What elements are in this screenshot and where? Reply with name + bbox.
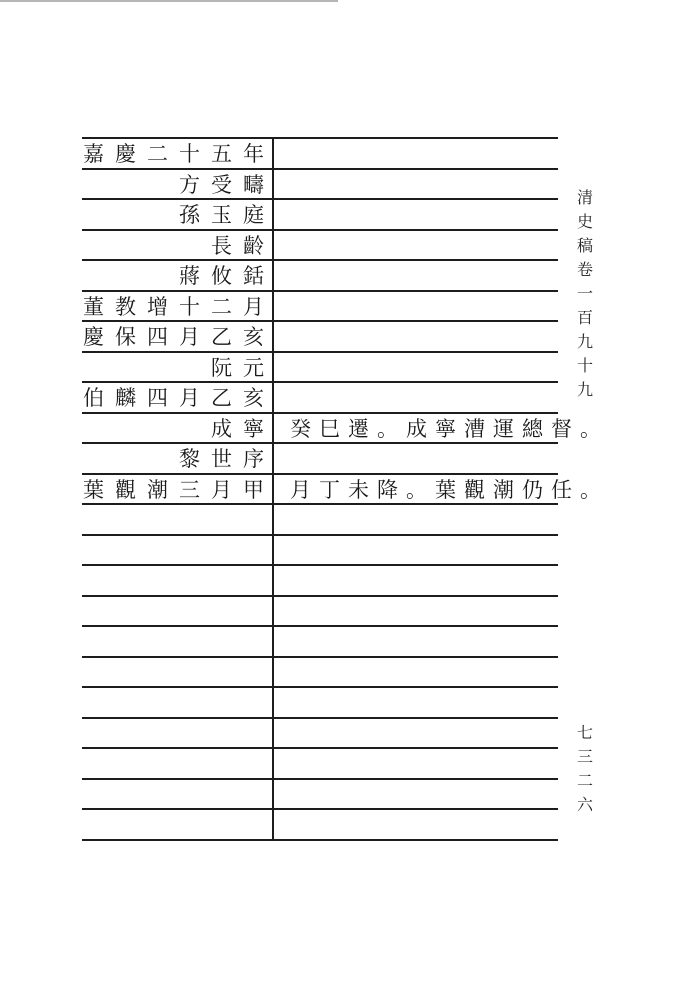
- remark-cell: [278, 322, 558, 352]
- table-row: [82, 231, 558, 261]
- table-row: [82, 780, 558, 810]
- scan-edge-line: [0, 0, 338, 2]
- table-row: [82, 200, 558, 230]
- remark-cell: [278, 536, 558, 566]
- official-name-cell: [82, 475, 275, 505]
- official-name-cell: [82, 719, 270, 749]
- remark-text: 月丁未降。葉觀潮仍任。: [290, 478, 609, 502]
- page-number: 七 三 二 六: [576, 723, 593, 814]
- remark-cell: [278, 658, 558, 688]
- table-row: [82, 170, 558, 200]
- official-name-text: 嘉慶二十五年: [83, 142, 275, 166]
- remark-cell: [278, 139, 558, 169]
- remark-cell: [278, 505, 558, 535]
- official-name-text: 蔣攸銛: [179, 264, 275, 288]
- table-row: [82, 719, 558, 749]
- official-name-text: 長齡: [211, 234, 275, 258]
- official-name-cell: [82, 627, 270, 657]
- official-name-cell: [82, 566, 270, 596]
- remark-cell: [278, 170, 558, 200]
- table-row: [82, 566, 558, 596]
- official-name-text: 孫玉庭: [179, 203, 275, 227]
- table-row: [82, 139, 558, 169]
- table-row: [82, 810, 558, 840]
- remark-cell: [278, 810, 558, 840]
- table-row: [82, 627, 558, 657]
- official-name-cell: [82, 810, 270, 840]
- official-name-cell: [82, 688, 270, 718]
- remark-cell: [278, 688, 558, 718]
- margin-title: 清 史 稿 卷 一 百 九 十 九: [576, 188, 593, 399]
- table-row: [82, 353, 558, 383]
- official-name-cell: [82, 322, 275, 352]
- table-row: [82, 475, 609, 505]
- remark-cell: [278, 444, 558, 474]
- official-name-cell: [82, 505, 270, 535]
- table-row: [82, 261, 558, 291]
- remark-cell: [278, 261, 558, 291]
- remark-cell: [278, 566, 558, 596]
- official-name-cell: [82, 292, 275, 322]
- official-name-cell: [82, 749, 270, 779]
- table-row: [82, 688, 558, 718]
- official-name-cell: [82, 536, 270, 566]
- official-name-text: 黎世序: [179, 447, 275, 471]
- remark-cell: [278, 383, 558, 413]
- table-row: [82, 536, 558, 566]
- official-name-cell: [82, 200, 275, 230]
- table-row: [82, 597, 558, 627]
- official-name-text: 方受疇: [179, 173, 275, 197]
- official-name-cell: [82, 139, 275, 169]
- official-name-text: 成寧: [211, 417, 275, 441]
- official-name-cell: [82, 383, 275, 413]
- official-name-text: 阮元: [211, 356, 275, 380]
- remark-cell: [278, 719, 558, 749]
- official-name-cell: [82, 780, 270, 810]
- table-row: [82, 444, 558, 474]
- remark-cell: [278, 597, 558, 627]
- remark-cell: [278, 231, 558, 261]
- remark-cell: [278, 200, 558, 230]
- official-name-text: 葉觀潮三月甲: [83, 478, 275, 502]
- remark-cell: [278, 292, 558, 322]
- official-name-cell: [82, 444, 275, 474]
- remark-cell: [278, 414, 609, 444]
- official-name-text: 伯麟四月乙亥: [83, 386, 275, 410]
- table-row: [82, 292, 558, 322]
- official-name-cell: [82, 231, 275, 261]
- official-name-text: 慶保四月乙亥: [83, 325, 275, 349]
- remark-cell: [278, 780, 558, 810]
- table-row: [82, 658, 558, 688]
- remark-cell: [278, 475, 609, 505]
- official-name-cell: [82, 597, 270, 627]
- remark-text: 癸巳遷。成寧漕運總督。: [290, 417, 609, 441]
- table-row: [82, 322, 558, 352]
- official-name-cell: [82, 658, 270, 688]
- table-row: [82, 505, 558, 535]
- remark-cell: [278, 749, 558, 779]
- table-row: [82, 749, 558, 779]
- official-name-text: 董教增十二月: [83, 295, 275, 319]
- official-name-cell: [82, 414, 275, 444]
- table-row: [82, 414, 609, 444]
- official-name-cell: [82, 353, 275, 383]
- official-name-cell: [82, 261, 275, 291]
- remark-cell: [278, 627, 558, 657]
- table-row: [82, 383, 558, 413]
- remark-cell: [278, 353, 558, 383]
- official-name-cell: [82, 170, 275, 200]
